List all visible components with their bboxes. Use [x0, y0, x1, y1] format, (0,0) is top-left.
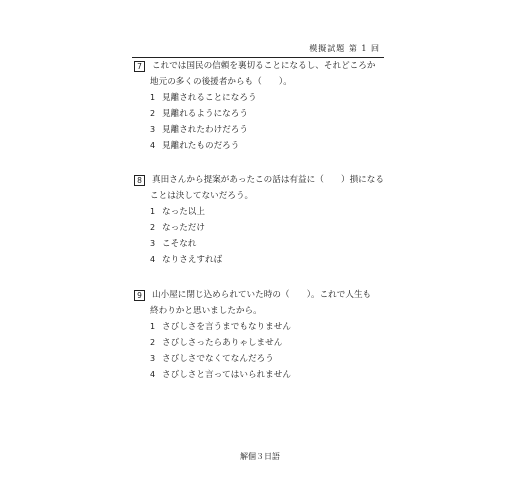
- question-8: [134, 172, 384, 268]
- option-text: さびしさを言うまでもなりません: [162, 322, 291, 332]
- page-footer: 解個３日語: [240, 452, 280, 461]
- answer-option-4: [134, 252, 384, 268]
- question-9: [134, 287, 384, 383]
- option-number: 3: [150, 354, 156, 363]
- option-text: こそなれ: [162, 239, 197, 249]
- answer-option-1: [134, 204, 384, 220]
- question-number: 9: [134, 290, 145, 301]
- answer-option-4: [134, 138, 384, 154]
- option-number: 2: [150, 109, 156, 118]
- option-text: なっただけ: [162, 223, 205, 233]
- answer-option-1: [134, 90, 384, 106]
- answer-option-2: [134, 106, 384, 122]
- exam-title: 模擬試題 第 1 回: [309, 44, 380, 53]
- question-text: これでは国民の信頼を裏切ることになるし、それどころか: [152, 61, 376, 71]
- option-text: 見離れるようになろう: [162, 109, 248, 119]
- option-text: さびしさでなくてなんだろう: [162, 354, 274, 364]
- option-text: 見離されることになろう: [162, 93, 257, 103]
- option-text: 見離されたわけだろう: [162, 125, 248, 135]
- question-7: [134, 58, 384, 154]
- option-number: 2: [150, 223, 156, 232]
- question-text: 山小屋に閉じ込められていた時の（ ）。これで人生も: [152, 290, 372, 300]
- option-number: 4: [150, 141, 156, 150]
- question-text: ことは決してないだろう。: [150, 191, 254, 201]
- option-number: 3: [150, 239, 156, 248]
- question-line-2: [134, 188, 384, 204]
- option-number: 1: [150, 93, 156, 102]
- question-text: 地元の多くの後援者からも（ ）。: [150, 77, 292, 87]
- answer-option-4: [134, 367, 384, 383]
- question-text: 終わりかと思いましたから。: [150, 306, 262, 316]
- question-number: 8: [134, 175, 145, 186]
- option-number: 2: [150, 338, 156, 347]
- answer-option-1: [134, 319, 384, 335]
- option-text: さびしさと言ってはいられません: [162, 370, 291, 380]
- option-text: さびしさったらありゃしません: [162, 338, 283, 348]
- question-number: 7: [134, 61, 145, 72]
- option-number: 1: [150, 322, 156, 331]
- question-line-1: [134, 172, 384, 188]
- question-line-2: [134, 74, 384, 90]
- question-line-2: [134, 303, 384, 319]
- option-text: 見離れたものだろう: [162, 141, 240, 151]
- answer-option-3: [134, 236, 384, 252]
- answer-option-3: [134, 122, 384, 138]
- option-number: 3: [150, 125, 156, 134]
- page-header: [132, 45, 384, 58]
- question-text: 真田さんから提案があったこの話は有益に（ ）損になる: [152, 175, 384, 185]
- question-line-1: [134, 287, 384, 303]
- option-number: 1: [150, 207, 156, 216]
- question-line-1: [134, 58, 384, 74]
- option-number: 4: [150, 255, 156, 264]
- answer-option-2: [134, 220, 384, 236]
- answer-option-3: [134, 351, 384, 367]
- option-number: 4: [150, 370, 156, 379]
- answer-option-2: [134, 335, 384, 351]
- option-text: なった以上: [162, 207, 205, 217]
- option-text: なりさえすれば: [162, 255, 223, 265]
